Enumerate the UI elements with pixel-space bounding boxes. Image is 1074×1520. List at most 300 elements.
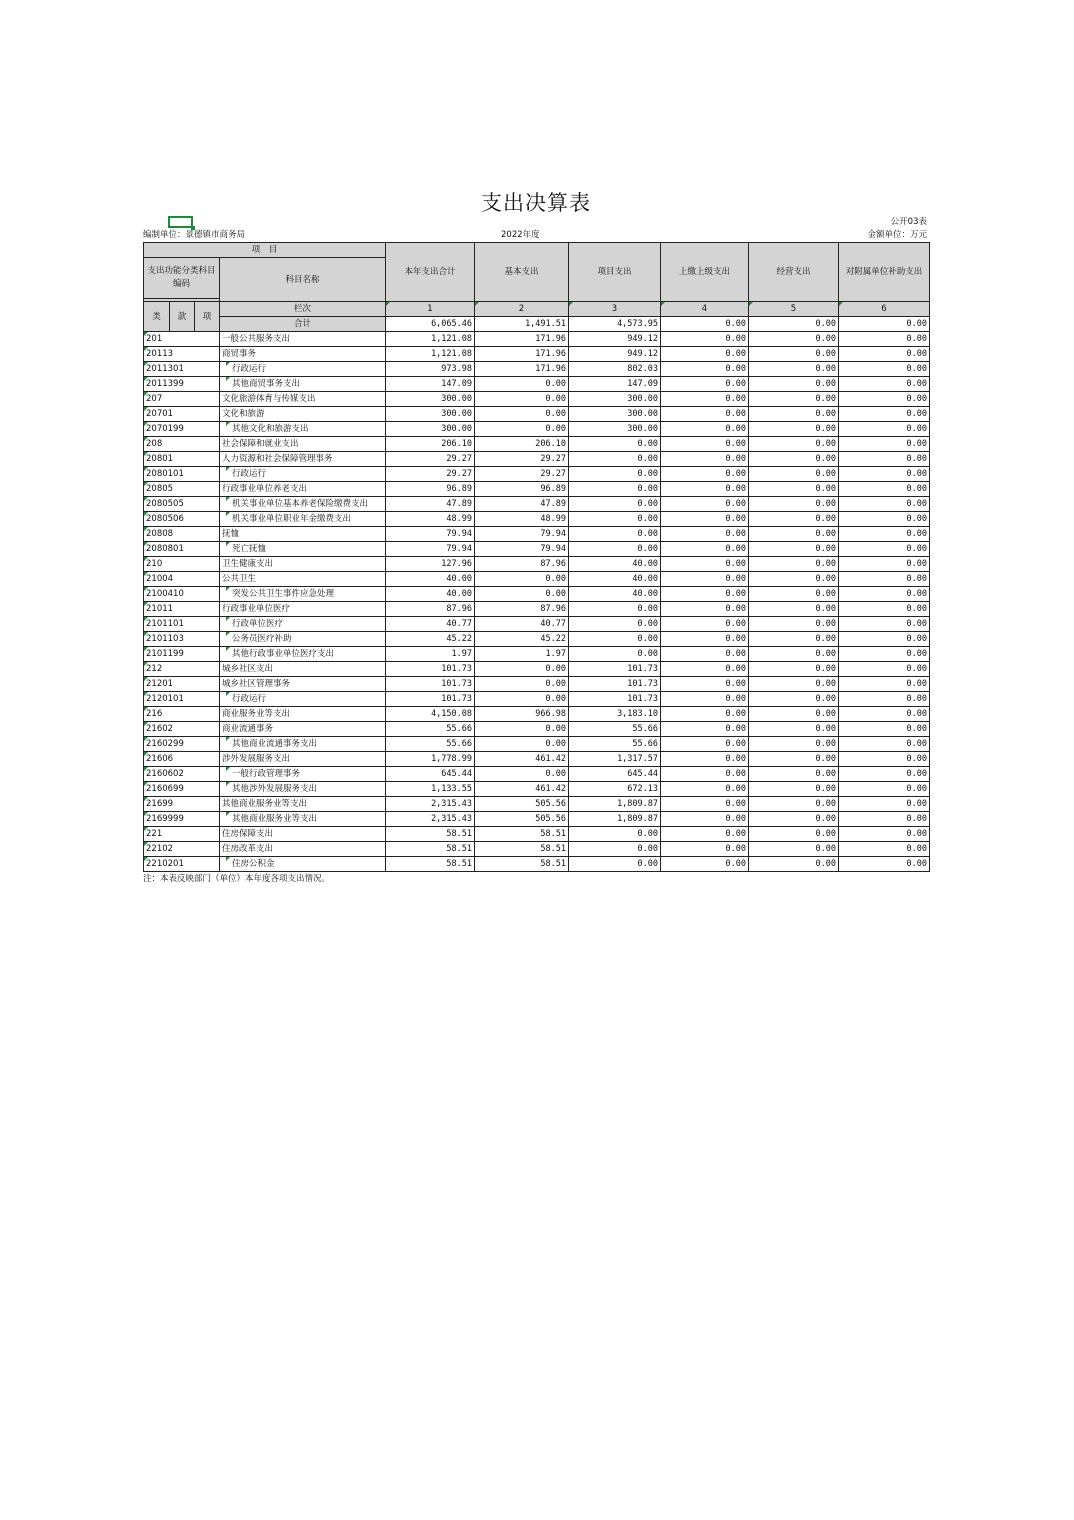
row-code[interactable]: 2160602 xyxy=(144,767,220,782)
row-value[interactable]: 96.89 xyxy=(386,482,475,497)
row-name[interactable]: 行政事业单位医疗 xyxy=(220,602,386,617)
row-value[interactable]: 0.00 xyxy=(661,377,749,392)
row-value[interactable]: 48.99 xyxy=(386,512,475,527)
row-value[interactable]: 87.96 xyxy=(475,602,569,617)
row-value[interactable]: 0.00 xyxy=(749,332,839,347)
row-value[interactable]: 300.00 xyxy=(569,392,661,407)
row-code[interactable]: 2120101 xyxy=(144,692,220,707)
row-value[interactable]: 0.00 xyxy=(569,542,661,557)
row-value[interactable]: 48.99 xyxy=(475,512,569,527)
row-value[interactable]: 0.00 xyxy=(839,602,930,617)
row-value[interactable]: 0.00 xyxy=(749,467,839,482)
row-value[interactable]: 4,150.08 xyxy=(386,707,475,722)
row-value[interactable]: 300.00 xyxy=(569,422,661,437)
row-value[interactable]: 0.00 xyxy=(661,407,749,422)
row-value[interactable]: 58.51 xyxy=(386,857,475,872)
row-value[interactable]: 0.00 xyxy=(661,497,749,512)
row-name[interactable]: 卫生健康支出 xyxy=(220,557,386,572)
row-value[interactable]: 461.42 xyxy=(475,782,569,797)
row-value[interactable]: 0.00 xyxy=(661,437,749,452)
row-code[interactable]: 2080101 xyxy=(144,467,220,482)
row-value[interactable]: 79.94 xyxy=(386,542,475,557)
row-value[interactable]: 0.00 xyxy=(661,332,749,347)
row-value[interactable]: 0.00 xyxy=(749,722,839,737)
row-name[interactable]: 行政运行 xyxy=(220,467,386,482)
row-code[interactable]: 2169999 xyxy=(144,812,220,827)
row-value[interactable]: 1,121.08 xyxy=(386,347,475,362)
row-value[interactable]: 40.00 xyxy=(386,572,475,587)
row-value[interactable]: 0.00 xyxy=(661,692,749,707)
row-value[interactable]: 1,133.55 xyxy=(386,782,475,797)
row-value[interactable]: 0.00 xyxy=(749,527,839,542)
row-value[interactable]: 0.00 xyxy=(475,392,569,407)
row-name[interactable]: 住房保障支出 xyxy=(220,827,386,842)
header-col-6[interactable]: 对附属单位补助支出 xyxy=(839,243,930,302)
row-value[interactable]: 0.00 xyxy=(661,632,749,647)
row-code[interactable]: 2100410 xyxy=(144,587,220,602)
row-value[interactable]: 0.00 xyxy=(839,677,930,692)
row-value[interactable]: 0.00 xyxy=(839,737,930,752)
row-code[interactable]: 2011301 xyxy=(144,362,220,377)
row-value[interactable]: 101.73 xyxy=(386,662,475,677)
row-value[interactable]: 0.00 xyxy=(569,482,661,497)
row-value[interactable]: 0.00 xyxy=(839,497,930,512)
row-name[interactable]: 住房公积金 xyxy=(220,857,386,872)
row-value[interactable]: 0.00 xyxy=(569,437,661,452)
row-value[interactable]: 0.00 xyxy=(475,722,569,737)
row-name[interactable]: 公务员医疗补助 xyxy=(220,632,386,647)
row-value[interactable]: 58.51 xyxy=(475,842,569,857)
row-value[interactable]: 0.00 xyxy=(839,422,930,437)
row-name[interactable]: 一般公共服务支出 xyxy=(220,332,386,347)
row-code[interactable]: 221 xyxy=(144,827,220,842)
row-value[interactable]: 29.27 xyxy=(386,467,475,482)
row-name[interactable]: 其他涉外发展服务支出 xyxy=(220,782,386,797)
row-value[interactable]: 672.13 xyxy=(569,782,661,797)
row-value[interactable]: 0.00 xyxy=(839,812,930,827)
row-value[interactable]: 300.00 xyxy=(386,392,475,407)
row-value[interactable]: 0.00 xyxy=(475,377,569,392)
row-value[interactable]: 0.00 xyxy=(749,482,839,497)
row-value[interactable]: 58.51 xyxy=(475,827,569,842)
row-value[interactable]: 29.27 xyxy=(475,467,569,482)
row-value[interactable]: 0.00 xyxy=(839,782,930,797)
row-value[interactable]: 0.00 xyxy=(839,512,930,527)
row-code[interactable]: 20801 xyxy=(144,452,220,467)
row-value[interactable]: 0.00 xyxy=(661,512,749,527)
row-value[interactable]: 0.00 xyxy=(661,722,749,737)
total-5[interactable]: 0.00 xyxy=(749,317,839,332)
row-name[interactable]: 文化旅游体育与传媒支出 xyxy=(220,392,386,407)
header-col-4[interactable]: 上缴上级支出 xyxy=(661,243,749,302)
row-name[interactable]: 其他文化和旅游支出 xyxy=(220,422,386,437)
row-value[interactable]: 0.00 xyxy=(569,632,661,647)
row-value[interactable]: 79.94 xyxy=(475,542,569,557)
row-value[interactable]: 79.94 xyxy=(386,527,475,542)
row-value[interactable]: 0.00 xyxy=(749,647,839,662)
row-name[interactable]: 其他商业服务业等支出 xyxy=(220,812,386,827)
row-code[interactable]: 21011 xyxy=(144,602,220,617)
row-value[interactable]: 0.00 xyxy=(839,482,930,497)
row-value[interactable]: 0.00 xyxy=(749,587,839,602)
row-value[interactable]: 40.00 xyxy=(569,557,661,572)
row-value[interactable]: 0.00 xyxy=(749,782,839,797)
row-code[interactable]: 2160699 xyxy=(144,782,220,797)
row-value[interactable]: 973.98 xyxy=(386,362,475,377)
row-value[interactable]: 0.00 xyxy=(475,587,569,602)
row-value[interactable]: 0.00 xyxy=(839,332,930,347)
row-value[interactable]: 147.09 xyxy=(386,377,475,392)
row-name[interactable]: 其他商业服务业等支出 xyxy=(220,797,386,812)
row-code[interactable]: 212 xyxy=(144,662,220,677)
row-value[interactable]: 0.00 xyxy=(661,677,749,692)
row-value[interactable]: 101.73 xyxy=(386,692,475,707)
row-value[interactable]: 0.00 xyxy=(839,662,930,677)
row-code[interactable]: 216 xyxy=(144,707,220,722)
row-name[interactable]: 一般行政管理事务 xyxy=(220,767,386,782)
row-value[interactable]: 0.00 xyxy=(839,542,930,557)
total-4[interactable]: 0.00 xyxy=(661,317,749,332)
row-value[interactable]: 0.00 xyxy=(661,467,749,482)
row-value[interactable]: 0.00 xyxy=(569,452,661,467)
row-value[interactable]: 0.00 xyxy=(475,767,569,782)
row-value[interactable]: 0.00 xyxy=(661,827,749,842)
row-value[interactable]: 96.89 xyxy=(475,482,569,497)
row-value[interactable]: 0.00 xyxy=(661,737,749,752)
row-name[interactable]: 住房改革支出 xyxy=(220,842,386,857)
row-name[interactable]: 人力资源和社会保障管理事务 xyxy=(220,452,386,467)
row-value[interactable]: 0.00 xyxy=(839,527,930,542)
row-value[interactable]: 55.66 xyxy=(386,737,475,752)
row-code[interactable]: 2101103 xyxy=(144,632,220,647)
row-value[interactable]: 0.00 xyxy=(839,632,930,647)
row-value[interactable]: 505.56 xyxy=(475,812,569,827)
row-value[interactable]: 55.66 xyxy=(569,737,661,752)
row-value[interactable]: 2,315.43 xyxy=(386,797,475,812)
total-2[interactable]: 1,491.51 xyxy=(475,317,569,332)
row-code[interactable]: 2080801 xyxy=(144,542,220,557)
row-value[interactable]: 0.00 xyxy=(661,617,749,632)
row-value[interactable]: 0.00 xyxy=(749,812,839,827)
row-code[interactable]: 201 xyxy=(144,332,220,347)
row-value[interactable]: 0.00 xyxy=(661,572,749,587)
row-code[interactable]: 20113 xyxy=(144,347,220,362)
row-value[interactable]: 58.51 xyxy=(386,842,475,857)
row-value[interactable]: 0.00 xyxy=(475,677,569,692)
row-value[interactable]: 0.00 xyxy=(661,362,749,377)
row-value[interactable]: 29.27 xyxy=(475,452,569,467)
row-value[interactable]: 0.00 xyxy=(839,362,930,377)
row-code[interactable]: 21606 xyxy=(144,752,220,767)
row-value[interactable]: 47.89 xyxy=(475,497,569,512)
row-value[interactable]: 300.00 xyxy=(386,422,475,437)
row-name[interactable]: 抚恤 xyxy=(220,527,386,542)
row-value[interactable]: 47.89 xyxy=(386,497,475,512)
row-value[interactable]: 0.00 xyxy=(749,512,839,527)
row-value[interactable]: 0.00 xyxy=(661,422,749,437)
row-value[interactable]: 101.73 xyxy=(386,677,475,692)
row-name[interactable]: 死亡抚恤 xyxy=(220,542,386,557)
row-value[interactable]: 0.00 xyxy=(569,617,661,632)
row-value[interactable]: 1.97 xyxy=(475,647,569,662)
row-name[interactable]: 突发公共卫生事件应急处理 xyxy=(220,587,386,602)
row-value[interactable]: 949.12 xyxy=(569,332,661,347)
row-value[interactable]: 461.42 xyxy=(475,752,569,767)
row-value[interactable]: 0.00 xyxy=(749,347,839,362)
row-value[interactable]: 0.00 xyxy=(749,767,839,782)
row-value[interactable]: 0.00 xyxy=(661,857,749,872)
row-value[interactable]: 79.94 xyxy=(475,527,569,542)
row-value[interactable]: 40.00 xyxy=(386,587,475,602)
row-code[interactable]: 2210201 xyxy=(144,857,220,872)
row-value[interactable]: 0.00 xyxy=(749,662,839,677)
row-value[interactable]: 2,315.43 xyxy=(386,812,475,827)
row-value[interactable]: 0.00 xyxy=(475,422,569,437)
row-code[interactable]: 2160299 xyxy=(144,737,220,752)
row-value[interactable]: 300.00 xyxy=(569,407,661,422)
row-value[interactable]: 0.00 xyxy=(749,452,839,467)
row-value[interactable]: 206.10 xyxy=(475,437,569,452)
row-value[interactable]: 0.00 xyxy=(569,497,661,512)
row-name[interactable]: 商业流通事务 xyxy=(220,722,386,737)
row-value[interactable]: 40.77 xyxy=(475,617,569,632)
row-value[interactable]: 0.00 xyxy=(749,602,839,617)
row-code[interactable]: 20805 xyxy=(144,482,220,497)
row-value[interactable]: 45.22 xyxy=(475,632,569,647)
row-value[interactable]: 0.00 xyxy=(661,587,749,602)
row-value[interactable]: 0.00 xyxy=(661,482,749,497)
row-value[interactable]: 0.00 xyxy=(749,362,839,377)
row-code[interactable]: 20808 xyxy=(144,527,220,542)
row-value[interactable]: 0.00 xyxy=(839,842,930,857)
row-value[interactable]: 0.00 xyxy=(749,707,839,722)
row-value[interactable]: 0.00 xyxy=(749,497,839,512)
row-code[interactable]: 207 xyxy=(144,392,220,407)
row-value[interactable]: 1.97 xyxy=(386,647,475,662)
row-code[interactable]: 2080505 xyxy=(144,497,220,512)
row-value[interactable]: 0.00 xyxy=(839,827,930,842)
row-name[interactable]: 其他行政事业单位医疗支出 xyxy=(220,647,386,662)
row-value[interactable]: 0.00 xyxy=(661,797,749,812)
row-value[interactable]: 171.96 xyxy=(475,347,569,362)
row-value[interactable]: 0.00 xyxy=(661,752,749,767)
row-value[interactable]: 0.00 xyxy=(839,377,930,392)
row-code[interactable]: 2070199 xyxy=(144,422,220,437)
row-value[interactable]: 0.00 xyxy=(661,542,749,557)
row-value[interactable]: 1,317.57 xyxy=(569,752,661,767)
row-value[interactable]: 0.00 xyxy=(749,827,839,842)
row-value[interactable]: 101.73 xyxy=(569,692,661,707)
row-value[interactable]: 0.00 xyxy=(749,437,839,452)
row-value[interactable]: 949.12 xyxy=(569,347,661,362)
row-value[interactable]: 0.00 xyxy=(839,857,930,872)
row-value[interactable]: 0.00 xyxy=(475,662,569,677)
row-value[interactable]: 0.00 xyxy=(569,827,661,842)
row-value[interactable]: 101.73 xyxy=(569,677,661,692)
total-3[interactable]: 4,573.95 xyxy=(569,317,661,332)
row-value[interactable]: 0.00 xyxy=(569,512,661,527)
row-name[interactable]: 其他商贸事务支出 xyxy=(220,377,386,392)
row-value[interactable]: 171.96 xyxy=(475,332,569,347)
row-value[interactable]: 0.00 xyxy=(839,407,930,422)
total-1[interactable]: 6,065.46 xyxy=(386,317,475,332)
row-value[interactable]: 0.00 xyxy=(839,692,930,707)
row-value[interactable]: 0.00 xyxy=(839,722,930,737)
row-name[interactable]: 其他商业流通事务支出 xyxy=(220,737,386,752)
row-value[interactable]: 0.00 xyxy=(661,347,749,362)
row-value[interactable]: 55.66 xyxy=(386,722,475,737)
row-value[interactable]: 206.10 xyxy=(386,437,475,452)
row-value[interactable]: 0.00 xyxy=(569,842,661,857)
row-code[interactable]: 21699 xyxy=(144,797,220,812)
row-code[interactable]: 2101199 xyxy=(144,647,220,662)
row-value[interactable]: 0.00 xyxy=(569,467,661,482)
total-6[interactable]: 0.00 xyxy=(839,317,930,332)
row-value[interactable]: 0.00 xyxy=(839,707,930,722)
row-value[interactable]: 0.00 xyxy=(839,767,930,782)
row-value[interactable]: 0.00 xyxy=(661,842,749,857)
row-value[interactable]: 0.00 xyxy=(661,662,749,677)
row-name[interactable]: 行政单位医疗 xyxy=(220,617,386,632)
row-value[interactable]: 58.51 xyxy=(386,827,475,842)
row-value[interactable]: 0.00 xyxy=(475,572,569,587)
row-value[interactable]: 3,183.10 xyxy=(569,707,661,722)
row-value[interactable]: 45.22 xyxy=(386,632,475,647)
row-value[interactable]: 0.00 xyxy=(661,707,749,722)
row-value[interactable]: 0.00 xyxy=(839,752,930,767)
row-name[interactable]: 行政运行 xyxy=(220,362,386,377)
row-name[interactable]: 城乡社区管理事务 xyxy=(220,677,386,692)
row-value[interactable]: 40.00 xyxy=(569,587,661,602)
row-name[interactable]: 城乡社区支出 xyxy=(220,662,386,677)
row-code[interactable]: 210 xyxy=(144,557,220,572)
row-value[interactable]: 1,809.87 xyxy=(569,812,661,827)
row-value[interactable]: 0.00 xyxy=(749,692,839,707)
row-value[interactable]: 0.00 xyxy=(661,647,749,662)
row-value[interactable]: 0.00 xyxy=(475,737,569,752)
row-value[interactable]: 0.00 xyxy=(661,782,749,797)
row-value[interactable]: 0.00 xyxy=(749,542,839,557)
row-value[interactable]: 0.00 xyxy=(749,677,839,692)
row-value[interactable]: 0.00 xyxy=(839,452,930,467)
row-name[interactable]: 机关事业单位职业年金缴费支出 xyxy=(220,512,386,527)
row-value[interactable]: 0.00 xyxy=(839,467,930,482)
row-value[interactable]: 0.00 xyxy=(661,452,749,467)
row-value[interactable]: 0.00 xyxy=(749,632,839,647)
row-value[interactable]: 0.00 xyxy=(749,737,839,752)
row-value[interactable]: 40.77 xyxy=(386,617,475,632)
row-value[interactable]: 0.00 xyxy=(569,527,661,542)
row-value[interactable]: 645.44 xyxy=(569,767,661,782)
row-value[interactable]: 0.00 xyxy=(569,602,661,617)
row-value[interactable]: 0.00 xyxy=(749,857,839,872)
row-value[interactable]: 505.56 xyxy=(475,797,569,812)
row-value[interactable]: 0.00 xyxy=(749,842,839,857)
row-value[interactable]: 1,809.87 xyxy=(569,797,661,812)
row-value[interactable]: 0.00 xyxy=(839,797,930,812)
row-value[interactable]: 127.96 xyxy=(386,557,475,572)
row-code[interactable]: 22102 xyxy=(144,842,220,857)
row-value[interactable]: 0.00 xyxy=(661,392,749,407)
row-name[interactable]: 涉外发展服务支出 xyxy=(220,752,386,767)
row-value[interactable]: 40.00 xyxy=(569,572,661,587)
row-value[interactable]: 58.51 xyxy=(475,857,569,872)
row-value[interactable]: 0.00 xyxy=(749,617,839,632)
row-value[interactable]: 0.00 xyxy=(839,437,930,452)
row-value[interactable]: 0.00 xyxy=(475,407,569,422)
row-value[interactable]: 0.00 xyxy=(749,392,839,407)
row-value[interactable]: 1,121.08 xyxy=(386,332,475,347)
row-code[interactable]: 2011399 xyxy=(144,377,220,392)
row-name[interactable]: 机关事业单位基本养老保险缴费支出 xyxy=(220,497,386,512)
header-col-3[interactable]: 项目支出 xyxy=(569,243,661,302)
row-value[interactable]: 0.00 xyxy=(749,422,839,437)
row-code[interactable]: 2080506 xyxy=(144,512,220,527)
row-value[interactable]: 0.00 xyxy=(661,602,749,617)
row-value[interactable]: 802.03 xyxy=(569,362,661,377)
row-value[interactable]: 0.00 xyxy=(839,572,930,587)
row-value[interactable]: 147.09 xyxy=(569,377,661,392)
row-value[interactable]: 1,778.99 xyxy=(386,752,475,767)
row-value[interactable]: 300.00 xyxy=(386,407,475,422)
row-value[interactable]: 87.96 xyxy=(475,557,569,572)
row-code[interactable]: 208 xyxy=(144,437,220,452)
row-name[interactable]: 公共卫生 xyxy=(220,572,386,587)
row-value[interactable]: 0.00 xyxy=(749,557,839,572)
row-name[interactable]: 商贸事务 xyxy=(220,347,386,362)
row-value[interactable]: 0.00 xyxy=(661,767,749,782)
row-value[interactable]: 645.44 xyxy=(386,767,475,782)
row-name[interactable]: 商业服务业等支出 xyxy=(220,707,386,722)
row-value[interactable]: 0.00 xyxy=(661,557,749,572)
row-code[interactable]: 21201 xyxy=(144,677,220,692)
row-value[interactable]: 55.66 xyxy=(569,722,661,737)
header-col-2[interactable]: 基本支出 xyxy=(475,243,569,302)
row-name[interactable]: 行政事业单位养老支出 xyxy=(220,482,386,497)
row-value[interactable]: 0.00 xyxy=(839,557,930,572)
row-value[interactable]: 0.00 xyxy=(749,572,839,587)
row-value[interactable]: 171.96 xyxy=(475,362,569,377)
row-value[interactable]: 87.96 xyxy=(386,602,475,617)
row-name[interactable]: 行政运行 xyxy=(220,692,386,707)
row-value[interactable]: 0.00 xyxy=(839,587,930,602)
row-value[interactable]: 0.00 xyxy=(749,407,839,422)
header-col-1[interactable]: 本年支出合计 xyxy=(386,243,475,302)
row-value[interactable]: 0.00 xyxy=(569,857,661,872)
row-value[interactable]: 0.00 xyxy=(839,617,930,632)
row-name[interactable]: 文化和旅游 xyxy=(220,407,386,422)
row-value[interactable]: 0.00 xyxy=(749,797,839,812)
row-code[interactable]: 2101101 xyxy=(144,617,220,632)
row-value[interactable]: 0.00 xyxy=(661,527,749,542)
row-value[interactable]: 966.98 xyxy=(475,707,569,722)
row-value[interactable]: 0.00 xyxy=(749,377,839,392)
row-code[interactable]: 20701 xyxy=(144,407,220,422)
row-code[interactable]: 21004 xyxy=(144,572,220,587)
row-code[interactable]: 21602 xyxy=(144,722,220,737)
row-value[interactable]: 0.00 xyxy=(475,692,569,707)
row-name[interactable]: 社会保障和就业支出 xyxy=(220,437,386,452)
row-value[interactable]: 0.00 xyxy=(749,752,839,767)
row-value[interactable]: 0.00 xyxy=(839,347,930,362)
row-value[interactable]: 0.00 xyxy=(839,392,930,407)
header-col-5[interactable]: 经营支出 xyxy=(749,243,839,302)
row-value[interactable]: 29.27 xyxy=(386,452,475,467)
row-value[interactable]: 101.73 xyxy=(569,662,661,677)
row-value[interactable]: 0.00 xyxy=(839,647,930,662)
row-value[interactable]: 0.00 xyxy=(661,812,749,827)
row-value[interactable]: 0.00 xyxy=(569,647,661,662)
